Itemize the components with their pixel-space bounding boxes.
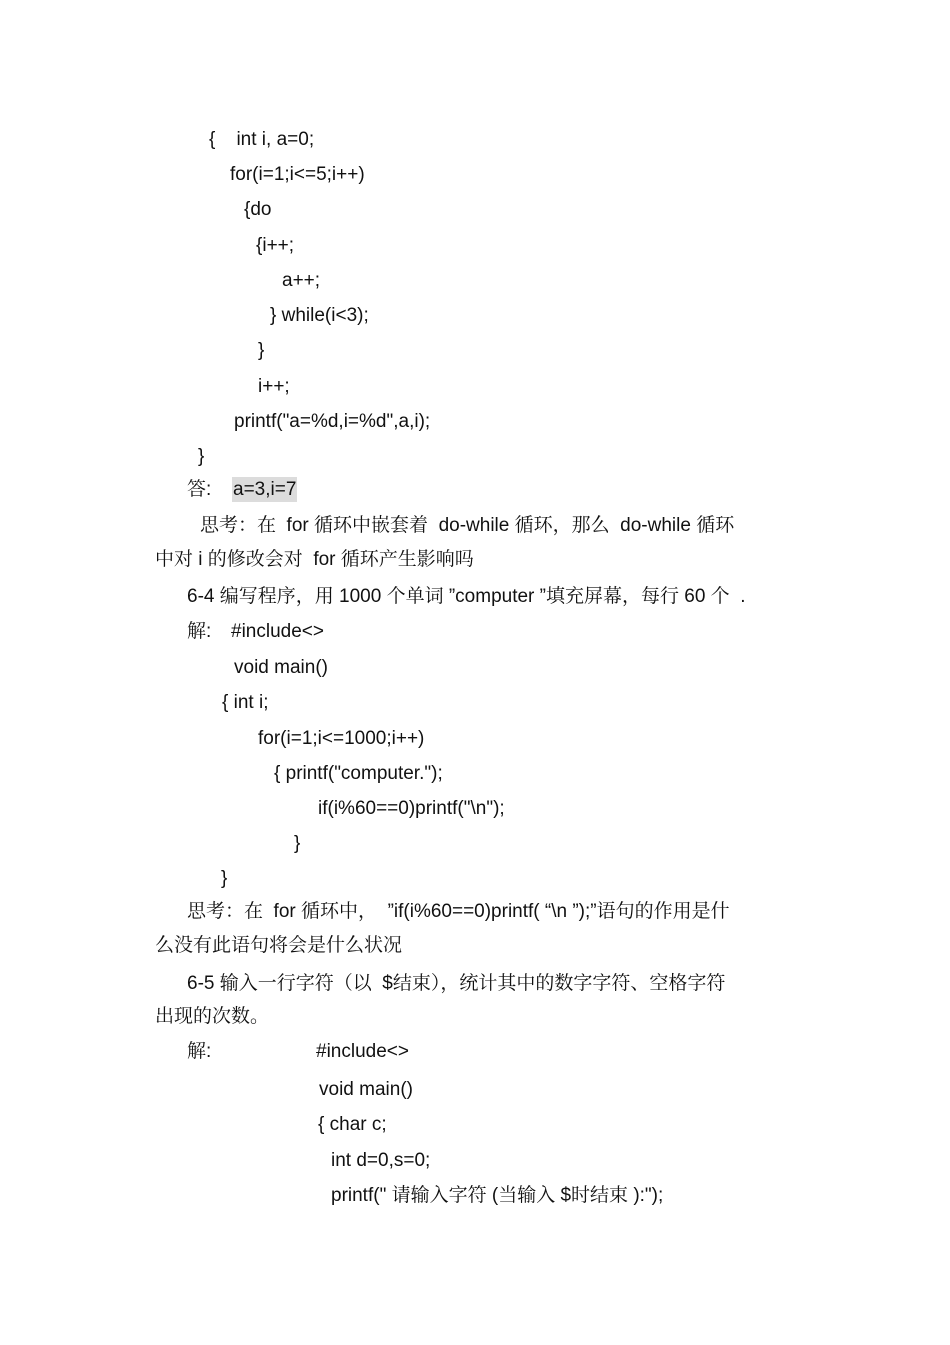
code-line: #include<> [316, 1041, 409, 1062]
code-line: if(i%60==0)printf("\n"); [318, 798, 505, 819]
code-line: { int i; [222, 692, 269, 713]
code-line: } [198, 446, 205, 467]
code-line: void main() [319, 1079, 413, 1100]
code-line: printf(" 请输入字符 (当输入 $时结束 ):"); [331, 1185, 664, 1206]
code-line: { char c; [318, 1114, 387, 1135]
code-line: void main() [234, 657, 328, 678]
code-line: a++; [282, 270, 321, 291]
code-line: #include<> [231, 621, 324, 642]
code-line: {do [244, 199, 272, 220]
code-line: {i++; [256, 235, 295, 256]
code-line: } [294, 833, 301, 854]
code-line: } while(i<3); [270, 305, 369, 326]
highlighted-answer: a=3,i=7 [233, 479, 297, 500]
code-line: } [258, 340, 265, 361]
code-line: i++; [258, 376, 290, 397]
solution-label: 解: [187, 1041, 212, 1062]
problem-6-4: 6-4 编写程序，用 1000 个单词 ”computer ”填充屏幕，每行 60 个 . [187, 586, 746, 607]
answer-label: 答: [187, 479, 212, 500]
answer-value [232, 478, 297, 502]
code-line: } [221, 868, 228, 889]
code-line: for(i=1;i<=5;i++) [230, 164, 365, 185]
code-line: int d=0,s=0; [331, 1150, 431, 1171]
problem-6-5: 6-5 输入一行字符（以 $结束），统计其中的数字字符、空格字符 [187, 973, 726, 994]
solution-label: 解: [187, 621, 212, 642]
think-line: 思考：在 for 循环中， ”if(i%60==0)printf( “\n ”);”语句的作用是什 [187, 901, 730, 922]
think-line: 思考：在 for 循环中嵌套着 do-while 循环，那么 do-while 循环 [200, 515, 735, 536]
code-line: for(i=1;i<=1000;i++) [258, 728, 425, 749]
think-line: 么没有此语句将会是什么状况 [155, 935, 403, 956]
problem-6-5: 出现的次数。 [155, 1006, 270, 1027]
code-line: { int i, a=0; [209, 129, 315, 150]
code-line: printf("a=%d,i=%d",a,i); [234, 411, 431, 432]
think-line: 中对 i 的修改会对 for 循环产生影响吗 [155, 549, 474, 570]
code-line: { printf("computer."); [274, 763, 443, 784]
